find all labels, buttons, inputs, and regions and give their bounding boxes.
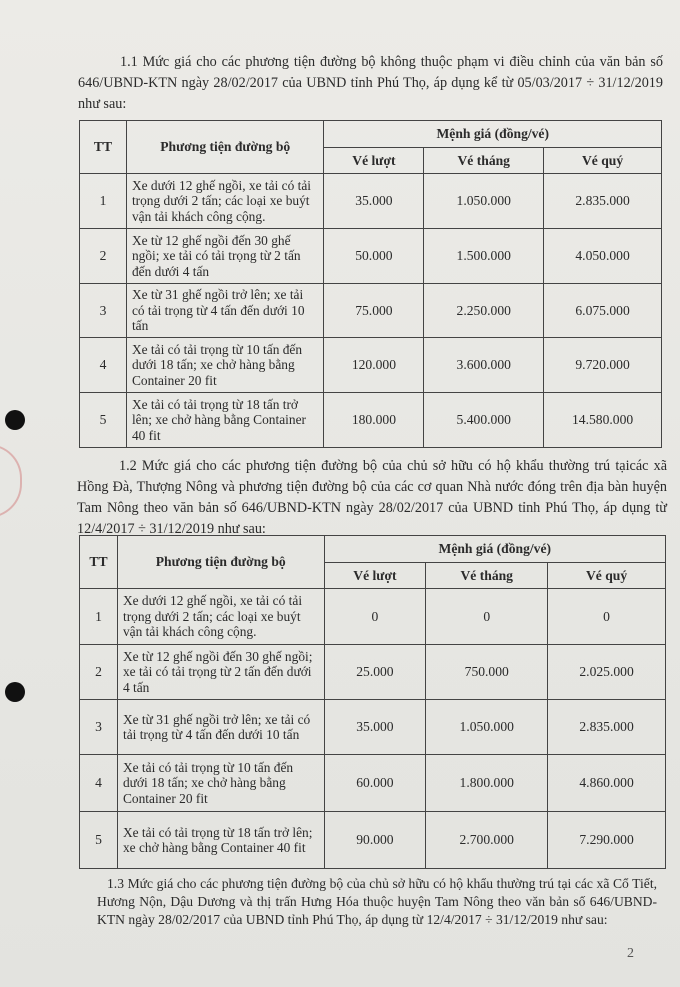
row-tt: 4 <box>80 755 118 812</box>
table-row <box>80 174 662 229</box>
row-tt: 1 <box>80 174 127 229</box>
row-monthly: 2.700.000 <box>426 812 548 869</box>
row-per-trip: 50.000 <box>324 229 424 284</box>
punch-hole <box>5 682 25 702</box>
row-vehicle: Xe từ 31 ghế ngồi trở lên; xe tải có tải trọng từ 4 tấn đến dưới 10 tấn <box>117 700 324 755</box>
row-per-trip: 35.000 <box>324 174 424 229</box>
header-quarterly: Vé quý <box>544 148 662 174</box>
row-quarterly: 2.025.000 <box>548 645 666 700</box>
table-row <box>80 700 666 755</box>
row-monthly: 1.800.000 <box>426 755 548 812</box>
header-quarterly: Vé quý <box>548 563 666 589</box>
row-per-trip: 60.000 <box>324 755 426 812</box>
table-row <box>80 589 666 645</box>
row-vehicle: Xe tải có tải trọng từ 18 tấn trở lên; xe chở hàng bằng Container 40 fit <box>117 812 324 869</box>
row-monthly: 1.500.000 <box>424 229 544 284</box>
row-quarterly: 14.580.000 <box>544 393 662 448</box>
row-per-trip: 180.000 <box>324 393 424 448</box>
table-row <box>80 284 662 338</box>
row-tt: 5 <box>80 812 118 869</box>
row-tt: 3 <box>80 284 127 338</box>
row-quarterly: 0 <box>548 589 666 645</box>
price-table-1 <box>79 120 662 448</box>
table-row <box>80 812 666 869</box>
header-tt: TT <box>80 121 127 174</box>
section-1-1-paragraph: 1.1 Mức giá cho các phương tiện đường bộ không thuộc phạm vi điều chỉnh của văn bản số 646/UBND-KTN ngày 28/02/2017 của UBND tỉnh Phú Thọ, áp dụng kể từ 05/03/2017 ÷ 31/12/2019 như sau: <box>78 54 663 112</box>
row-quarterly: 4.860.000 <box>548 755 666 812</box>
table-row <box>80 755 666 812</box>
page-number: 2 <box>627 946 634 961</box>
section-1-2-paragraph: 1.2 Mức giá cho các phương tiện đường bộ của chủ sở hữu có hộ khẩu thường trú tạicác xã Hồng Đà, Thượng Nông và phương tiện đường bộ của các cơ quan Nhà nước đóng trên địa bàn huyện Tam Nông theo văn bản số 646/UBND-KTN ngày 28/02/2017 của UBND tỉnh Phú Thọ, áp dụng từ 12/4/2017 ÷ 31/12/2019 như sau: <box>77 458 667 537</box>
row-tt: 1 <box>80 589 118 645</box>
row-quarterly: 7.290.000 <box>548 812 666 869</box>
row-vehicle: Xe tải có tải trọng từ 18 tấn trở lên; xe chở hàng bằng Container 40 fit <box>126 393 324 448</box>
row-quarterly: 9.720.000 <box>544 338 662 393</box>
header-tt: TT <box>80 536 118 589</box>
row-monthly: 750.000 <box>426 645 548 700</box>
row-tt: 2 <box>80 229 127 284</box>
red-stamp-mark <box>0 444 22 518</box>
row-vehicle: Xe dưới 12 ghế ngồi, xe tải có tải trọng dưới 2 tấn; các loại xe buýt vận tải khách công cộng. <box>126 174 324 229</box>
row-per-trip: 75.000 <box>324 284 424 338</box>
table-row <box>80 393 662 448</box>
header-per-trip: Vé lượt <box>324 148 424 174</box>
row-tt: 2 <box>80 645 118 700</box>
price-table-2 <box>79 535 666 869</box>
table-row <box>80 645 666 700</box>
row-tt: 4 <box>80 338 127 393</box>
row-vehicle: Xe từ 12 ghế ngồi đến 30 ghế ngồi; xe tải có tải trọng từ 2 tấn đến dưới 4 tấn <box>126 229 324 284</box>
row-monthly: 2.250.000 <box>424 284 544 338</box>
header-per-trip: Vé lượt <box>324 563 426 589</box>
header-vehicle: Phương tiện đường bộ <box>126 121 324 174</box>
header-monthly: Vé tháng <box>426 563 548 589</box>
row-monthly: 1.050.000 <box>424 174 544 229</box>
header-monthly: Vé tháng <box>424 148 544 174</box>
row-quarterly: 2.835.000 <box>548 700 666 755</box>
row-tt: 3 <box>80 700 118 755</box>
row-monthly: 5.400.000 <box>424 393 544 448</box>
row-quarterly: 4.050.000 <box>544 229 662 284</box>
row-quarterly: 6.075.000 <box>544 284 662 338</box>
header-vehicle: Phương tiện đường bộ <box>117 536 324 589</box>
row-monthly: 0 <box>426 589 548 645</box>
header-price-group: Mệnh giá (đồng/vé) <box>324 121 662 148</box>
row-per-trip: 0 <box>324 589 426 645</box>
section-1-3-paragraph: 1.3 Mức giá cho các phương tiện đường bộ của chủ sở hữu có hộ khẩu thường trú tại các xã Cổ Tiết, Hương Nộn, Dậu Dương và thị trấn Hưng Hóa thuộc huyện Tam Nông theo văn bản số 646/UBND-KTN ngày 28/02/2017 của UBND tỉnh Phú Thọ, áp dụng từ 12/4/2017 ÷ 31/12/2019 như sau: <box>97 876 657 927</box>
row-monthly: 3.600.000 <box>424 338 544 393</box>
row-per-trip: 120.000 <box>324 338 424 393</box>
row-per-trip: 25.000 <box>324 645 426 700</box>
table-row <box>80 229 662 284</box>
punch-hole <box>5 410 25 430</box>
row-tt: 5 <box>80 393 127 448</box>
row-monthly: 1.050.000 <box>426 700 548 755</box>
row-quarterly: 2.835.000 <box>544 174 662 229</box>
row-vehicle: Xe từ 31 ghế ngồi trở lên; xe tải có tải trọng từ 4 tấn đến dưới 10 tấn <box>126 284 324 338</box>
header-price-group: Mệnh giá (đồng/vé) <box>324 536 666 563</box>
row-vehicle: Xe tải có tải trọng từ 10 tấn đến dưới 18 tấn; xe chở hàng bằng Container 20 fit <box>126 338 324 393</box>
table-row <box>80 338 662 393</box>
row-vehicle: Xe tải có tải trọng từ 10 tấn đến dưới 18 tấn; xe chở hàng bằng Container 20 fit <box>117 755 324 812</box>
row-per-trip: 90.000 <box>324 812 426 869</box>
row-vehicle: Xe từ 12 ghế ngồi đến 30 ghế ngồi; xe tải có tải trọng từ 2 tấn đến dưới 4 tấn <box>117 645 324 700</box>
row-vehicle: Xe dưới 12 ghế ngồi, xe tải có tải trọng dưới 2 tấn; các loại xe buýt vận tải khách công cộng. <box>117 589 324 645</box>
row-per-trip: 35.000 <box>324 700 426 755</box>
